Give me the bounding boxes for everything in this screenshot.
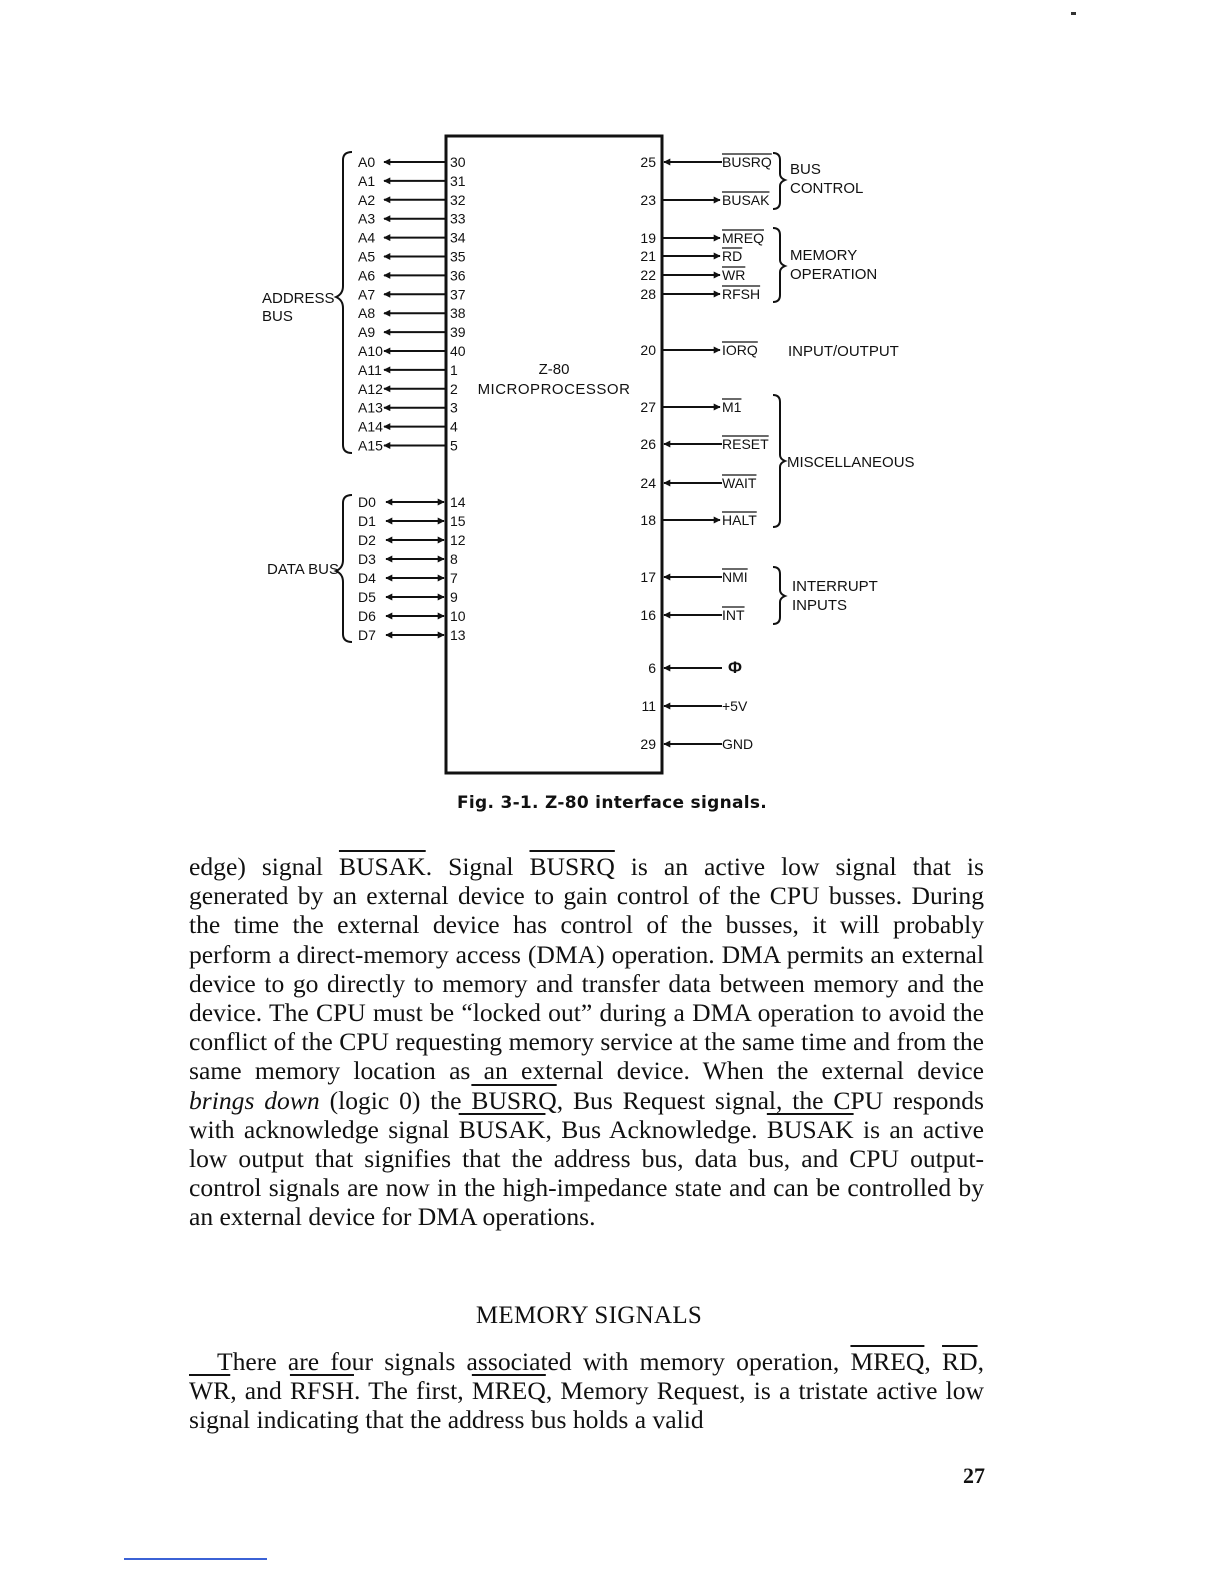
pin-number-mreq: 19 <box>640 230 656 246</box>
pin-signal-a7: A7 <box>358 286 376 303</box>
miscellaneous-brace <box>773 395 785 527</box>
signal-busak: BUSAK <box>766 1114 854 1144</box>
pin-signal-iorq: IORQ <box>722 342 758 358</box>
pin-signal-a10: A10 <box>358 343 383 359</box>
pin-number-a7: 37 <box>450 286 466 303</box>
group-label-bus: BUS <box>790 161 821 178</box>
text-run: , and <box>230 1376 290 1406</box>
pin-signal-a8: A8 <box>358 305 376 322</box>
pin-signal-halt: HALT <box>722 512 757 528</box>
pin-number-d0: 14 <box>450 494 466 510</box>
emphasis-brings-down: brings down <box>189 1085 320 1115</box>
signal-busak: BUSAK <box>458 1114 546 1144</box>
text-run: is an active low signal that is generated by an external device to gain control of the CPU busses. During the time the external device has control of the busses, it will probably perform a direct-memory access (DMA) operation. DMA permits an external device to go directly to memory and transfer data between memory and the device. The CPU must be “locked out” during a DMA operation to avoid the conflict of the CPU requesting memory service at the same time and from the same memory location as an external device. When the external device <box>189 852 984 1086</box>
pin-signal-d2: D2 <box>358 532 376 548</box>
pin-signal-a6: A6 <box>358 267 376 284</box>
pin-signal-wait: WAIT <box>722 475 757 491</box>
pin-number-pin6: 6 <box>648 660 656 676</box>
pin-number-busak: 23 <box>640 192 656 208</box>
pin-number-nmi: 17 <box>640 569 656 585</box>
pin-signal-a1: A1 <box>358 172 376 189</box>
group-label-operation: OPERATION <box>790 266 878 283</box>
pin-signal-d1: D1 <box>358 513 376 529</box>
text-run: . Signal <box>425 852 530 881</box>
chip-body <box>446 136 662 773</box>
interrupt-inputs-brace <box>773 567 785 624</box>
pin-number-wr: 22 <box>640 267 656 283</box>
pin-number-a1: 31 <box>450 172 466 189</box>
pin-number-halt: 18 <box>640 512 656 528</box>
pin-number-a12: 2 <box>450 380 458 397</box>
pin-signal-mreq: MREQ <box>722 230 764 246</box>
pin-signal-d5: D5 <box>358 589 376 605</box>
text-run: (logic 0) the <box>319 1085 472 1115</box>
pin-number-d2: 12 <box>450 532 466 548</box>
pin-number-d1: 15 <box>450 513 466 529</box>
pin-number-iorq: 20 <box>640 342 656 358</box>
pin-number-a5: 35 <box>450 248 466 265</box>
group-label-input-output: INPUT/OUTPUT <box>788 343 899 360</box>
chip-label-2: MICROPROCESSOR <box>477 381 631 398</box>
pin-signal-a4: A4 <box>358 229 376 246</box>
text-run: , <box>977 1347 984 1376</box>
pin-number-a4: 34 <box>450 229 466 246</box>
pin-signal-busak: BUSAK <box>722 192 770 208</box>
signal-busrq: BUSRQ <box>529 852 615 881</box>
group-label-miscellaneous: MISCELLANEOUS <box>787 454 915 471</box>
group-label-interrupt: INTERRUPT <box>792 578 878 595</box>
pin-signal-m1: M1 <box>722 399 742 415</box>
pin-number-rfsh: 28 <box>640 286 656 302</box>
pin-signal-a13: A13 <box>358 399 383 416</box>
group-label-memory: MEMORY <box>790 247 858 264</box>
pin-signal-d6: D6 <box>358 608 376 624</box>
text-run: is an active low output that signifies that the address bus, data bus, and CPU output-control signals are now in the high-impedance state and can be controlled by an external device for DMA operations. <box>189 1114 984 1232</box>
pin-signal-d7: D7 <box>358 627 376 643</box>
signal-busrq: BUSRQ <box>471 1085 557 1115</box>
signal-mreq: MREQ <box>471 1376 546 1406</box>
body-paragraph-1 <box>189 852 984 1232</box>
pin-signal-5v: +5V <box>722 698 748 714</box>
group-label-inputs: INPUTS <box>792 597 848 614</box>
pin-number-m1: 27 <box>640 399 656 415</box>
pin-number-a15: 5 <box>450 437 458 454</box>
pin-signal-d3: D3 <box>358 551 376 567</box>
pin-signal-rfsh: RFSH <box>722 286 761 302</box>
pin-number-busrq: 25 <box>640 154 656 170</box>
pin-signal-a5: A5 <box>358 248 376 265</box>
pin-signal-a2: A2 <box>358 191 376 208</box>
text-run: edge) signal <box>189 852 339 881</box>
text-run: , <box>924 1347 943 1376</box>
pin-signal-gnd: GND <box>722 736 754 752</box>
page-number: 27 <box>963 1463 985 1488</box>
pin-signal-int: INT <box>722 607 745 623</box>
group-label-control: CONTROL <box>790 180 864 197</box>
address-bus-label: BUS <box>262 308 293 325</box>
pin-number-d4: 7 <box>450 570 458 586</box>
pin-number-a8: 38 <box>450 305 466 322</box>
text-run: There are four signals associated with memory operation, <box>217 1347 851 1376</box>
pin-number-a10: 40 <box>450 343 466 359</box>
pin-number-gnd: 29 <box>640 736 656 752</box>
pin-signal-a9: A9 <box>358 324 376 341</box>
pin-number-a3: 33 <box>450 210 466 227</box>
pin-number-d5: 9 <box>450 589 458 605</box>
pin-signal-a12: A12 <box>358 380 383 397</box>
signal-mreq: MREQ <box>850 1347 925 1376</box>
pin-signal-busrq: BUSRQ <box>722 154 772 170</box>
pin-number-a14: 4 <box>450 418 458 435</box>
pin-number-a0: 30 <box>450 154 466 170</box>
text-run: , Memory Request, is a tristate active low signal indicating that the address bus holds a valid <box>189 1376 984 1435</box>
pin-number-d7: 13 <box>450 627 466 643</box>
signal-rfsh: RFSH <box>289 1376 354 1406</box>
pin-signal-rd: RD <box>722 248 743 264</box>
pin-number-a13: 3 <box>450 399 458 416</box>
pin-signal-a15: A15 <box>358 437 383 454</box>
footnote-rule <box>124 1558 267 1560</box>
pin-number-a9: 39 <box>450 324 466 341</box>
pin-number-int: 16 <box>640 607 656 623</box>
pin-signal-nmi: NMI <box>722 569 748 585</box>
memory-operation-brace <box>773 228 785 302</box>
pin-number-a6: 36 <box>450 267 466 284</box>
pin-number-a11: 1 <box>450 361 458 378</box>
data-bus-label: DATA BUS <box>267 561 339 578</box>
address-bus-brace <box>336 152 352 453</box>
signal-wr: $\overline{WR}$ <box>189 1376 231 1406</box>
pin-number-a2: 32 <box>450 191 466 208</box>
pin-signal-reset: RESET <box>722 436 769 452</box>
pin-signal-a14: A14 <box>358 418 383 435</box>
pin-signal-d0: D0 <box>358 494 376 510</box>
pin-signal-a0: A0 <box>358 154 376 170</box>
body-paragraph-2 <box>189 1347 984 1435</box>
section-heading: MEMORY SIGNALS <box>475 1302 703 1329</box>
pin-number-5v: 11 <box>641 698 656 714</box>
signal-busak: BUSAK <box>338 852 426 881</box>
address-bus-label: ADDRESS <box>262 290 335 307</box>
bus-control-brace <box>773 153 785 209</box>
pin-signal-a3: A3 <box>358 210 376 227</box>
pin-number-d3: 8 <box>450 551 458 567</box>
z80-interface-diagram <box>0 0 1224 790</box>
pin-number-rd: 21 <box>640 248 656 264</box>
signal-rd: $\overline{RD}$ <box>942 1347 978 1376</box>
text-run: . The first, <box>353 1376 472 1406</box>
pin-signal-wr: WR <box>722 267 746 283</box>
text-run: , Bus Request signal, the CPU responds with acknowledge signal <box>189 1085 984 1144</box>
pin-signal-a11: A11 <box>358 361 382 378</box>
chip-label-1: Z-80 <box>538 361 570 378</box>
pin-signal-pin6: Φ <box>728 658 742 677</box>
pin-number-reset: 26 <box>640 436 656 452</box>
pin-number-d6: 10 <box>450 608 466 624</box>
pin-signal-d4: D4 <box>358 570 376 586</box>
pin-number-wait: 24 <box>640 475 656 491</box>
figure-caption: Fig. 3-1. Z-80 interface signals. <box>456 793 768 813</box>
text-run: , Bus Acknowledge. <box>545 1114 767 1144</box>
